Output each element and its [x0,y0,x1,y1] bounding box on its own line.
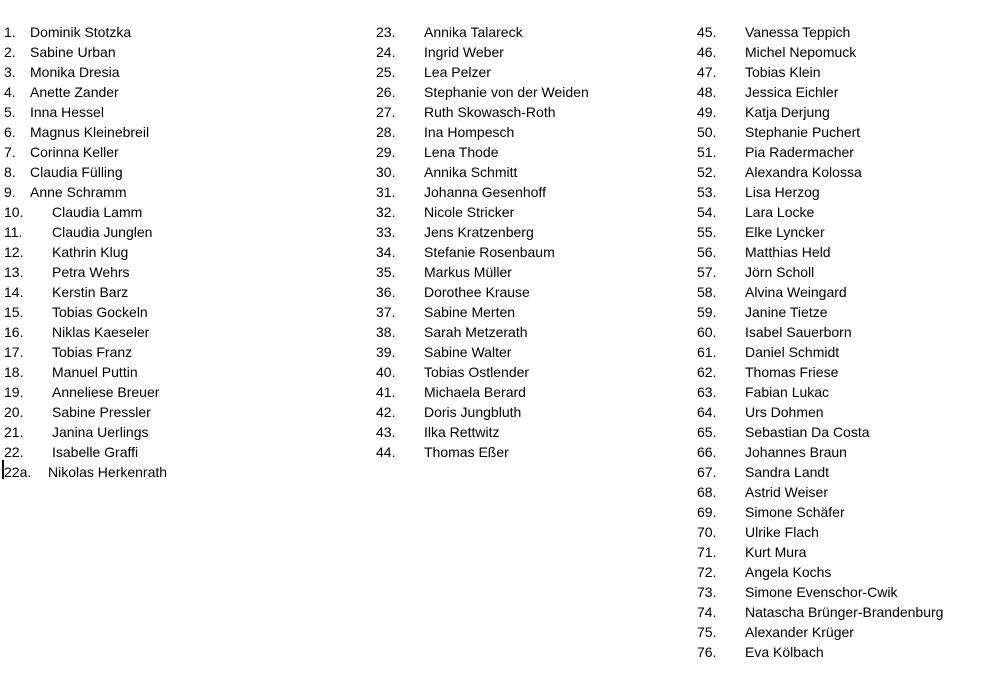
item-number: 32. [376,204,396,220]
item-number: 19. [4,384,24,400]
list-item [697,302,1007,322]
list-item [376,242,686,262]
item-number: 42. [376,404,396,420]
list-item [697,402,1007,422]
list-item [4,62,364,82]
item-name: Alexandra Kolossa [745,164,862,180]
item-name: Michaela Berard [424,384,526,400]
item-number: 8. [4,164,16,180]
item-number: 46. [697,44,717,60]
item-name: Nicole Stricker [424,204,515,220]
item-number: 15. [4,304,24,320]
item-name: Katja Derjung [745,104,830,120]
list-item [4,442,364,462]
item-name: Michel Nepomuck [745,44,857,60]
list-item [697,222,1007,242]
list-item [697,22,1007,42]
item-name: Markus Müller [424,264,512,280]
list-item [376,182,686,202]
item-name: Monika Dresia [30,64,120,80]
item-number: 66. [697,444,717,460]
item-number: 27. [376,104,396,120]
list-item [376,142,686,162]
item-number: 54. [697,204,717,220]
item-name: Ina Hompesch [424,124,515,140]
item-name: Tobias Klein [745,64,821,80]
item-name: Fabian Lukac [745,384,830,400]
item-number: 16. [4,324,24,340]
item-name: Kurt Mura [745,544,807,560]
list-item [697,642,1007,662]
item-number: 10. [4,204,24,220]
item-number: 22. [4,444,24,460]
list-item [697,342,1007,362]
item-number: 71. [697,544,717,560]
list-item [697,502,1007,522]
item-number: 22a. [4,464,32,480]
list-item [4,82,364,102]
item-number: 29. [376,144,396,160]
list-item [376,42,686,62]
item-name: Jens Kratzenberg [424,224,534,240]
list-item [4,422,364,442]
item-number: 3. [4,64,16,80]
item-name: Angela Kochs [745,564,832,580]
item-name: Dominik Stotzka [30,24,132,40]
list-item [697,562,1007,582]
item-number: 11. [4,224,23,240]
list-item [4,342,364,362]
item-number: 7. [4,144,16,160]
text-cursor[interactable] [2,460,4,479]
item-number: 1. [4,24,16,40]
list-item [697,202,1007,222]
list-item [697,102,1007,122]
item-number: 43. [376,424,396,440]
list-item [697,622,1007,642]
item-name: Astrid Weiser [745,484,828,500]
list-item [697,242,1007,262]
item-number: 59. [697,304,717,320]
item-number: 72. [697,564,717,580]
item-name: Lara Locke [745,204,815,220]
item-number: 44. [376,444,396,460]
item-number: 34. [376,244,396,260]
item-number: 63. [697,384,717,400]
item-name: Stefanie Rosenbaum [424,244,555,260]
item-number: 70. [697,524,717,540]
item-name: Manuel Puttin [52,364,138,380]
item-name: Inna Hessel [30,104,104,120]
item-number: 57. [697,264,717,280]
item-number: 20. [4,404,24,420]
item-number: 53. [697,184,717,200]
list-item [4,282,364,302]
item-number: 9. [4,184,16,200]
list-item [697,522,1007,542]
item-name: Eva Kölbach [745,644,824,660]
list-item [697,262,1007,282]
item-name: Lena Thode [424,144,499,160]
item-name: Alvina Weingard [745,284,847,300]
item-number: 67. [697,464,717,480]
item-name: Lisa Herzog [745,184,820,200]
item-number: 39. [376,344,396,360]
list-item [376,262,686,282]
item-name: Nikolas Herkenrath [48,464,168,480]
list-item [4,262,364,282]
list-item [4,222,364,242]
item-name: Pia Radermacher [745,144,854,160]
list-item [697,322,1007,342]
list-item [4,362,364,382]
item-name: Sebastian Da Costa [745,424,870,440]
list-item [376,362,686,382]
list-item [376,62,686,82]
item-name: Sarah Metzerath [424,324,528,340]
item-number: 12. [4,244,24,260]
item-name: Simone Evenschor-Cwik [745,584,898,600]
item-number: 68. [697,484,717,500]
item-number: 48. [697,84,717,100]
item-name: Johannes Braun [745,444,847,460]
item-name: Janine Tietze [745,304,828,320]
item-number: 55. [697,224,717,240]
item-number: 40. [376,364,396,380]
item-name: Simone Schäfer [745,504,845,520]
item-number: 4. [4,84,16,100]
item-number: 62. [697,364,717,380]
list-item [697,482,1007,502]
name-list-column-2 [376,22,686,462]
item-name: Anne Schramm [30,184,127,200]
item-name: Isabel Sauerborn [745,324,852,340]
item-number: 65. [697,424,717,440]
item-name: Claudia Junglen [52,224,153,240]
item-name: Daniel Schmidt [745,344,840,360]
item-name: Anneliese Breuer [52,384,160,400]
list-item [4,382,364,402]
list-item [4,242,364,262]
list-item [697,462,1007,482]
item-number: 69. [697,504,717,520]
list-item [376,302,686,322]
list-item [4,402,364,422]
item-name: Kerstin Barz [52,284,129,300]
list-item [697,382,1007,402]
list-item [4,462,364,482]
list-item [697,362,1007,382]
item-number: 21. [4,424,24,440]
item-name: Sabine Urban [30,44,116,60]
item-number: 61. [697,344,717,360]
item-name: Stephanie Puchert [745,124,861,140]
item-number: 30. [376,164,396,180]
list-item [697,542,1007,562]
list-item [376,322,686,342]
list-item [4,322,364,342]
list-item [376,442,686,462]
item-name: Thomas Eßer [424,444,509,460]
list-item [4,122,364,142]
item-number: 24. [376,44,396,60]
item-name: Alexander Krüger [745,624,854,640]
item-name: Anette Zander [30,84,119,100]
list-item [697,122,1007,142]
item-name: Ruth Skowasch-Roth [424,104,556,120]
list-item [4,162,364,182]
item-name: Thomas Friese [745,364,839,380]
item-name: Tobias Gockeln [52,304,148,320]
item-number: 56. [697,244,717,260]
list-item [4,142,364,162]
list-item [376,102,686,122]
item-number: 26. [376,84,396,100]
list-item [376,282,686,302]
item-name: Vanessa Teppich [745,24,851,40]
list-item [697,582,1007,602]
list-item [697,282,1007,302]
item-name: Annika Schmitt [424,164,518,180]
list-item [376,82,686,102]
name-list-column-1 [4,22,364,482]
item-number: 73. [697,584,717,600]
item-number: 50. [697,124,717,140]
item-number: 31. [376,184,396,200]
item-number: 14. [4,284,24,300]
item-name: Sabine Merten [424,304,516,320]
item-name: Annika Talareck [424,24,523,40]
list-item [4,202,364,222]
item-number: 37. [376,304,396,320]
list-item [697,82,1007,102]
item-name: Elke Lyncker [745,224,825,240]
item-name: Ulrike Flach [745,524,819,540]
list-item [376,382,686,402]
item-name: Lea Pelzer [424,64,491,80]
item-number: 45. [697,24,717,40]
item-number: 64. [697,404,717,420]
item-name: Jörn Scholl [745,264,815,280]
item-number: 60. [697,324,717,340]
list-item [376,422,686,442]
list-item [4,102,364,122]
item-number: 58. [697,284,717,300]
list-item [697,602,1007,622]
item-name: Claudia Lamm [52,204,143,220]
list-item [697,442,1007,462]
item-number: 17. [4,344,24,360]
item-name: Isabelle Graffi [52,444,139,460]
item-number: 13. [4,264,24,280]
item-name: Claudia Fülling [30,164,123,180]
list-item [376,162,686,182]
item-name: Stephanie von der Weiden [424,84,589,100]
list-item [376,222,686,242]
item-name: Natascha Brünger-Brandenburg [745,604,944,620]
item-number: 76. [697,644,717,660]
item-name: Corinna Keller [30,144,119,160]
list-item [697,182,1007,202]
item-name: Urs Dohmen [745,404,824,420]
list-item [376,402,686,422]
item-number: 18. [4,364,24,380]
item-name: Janina Uerlings [52,424,149,440]
item-number: 33. [376,224,396,240]
list-item [697,162,1007,182]
list-item [376,22,686,42]
list-item [4,42,364,62]
item-number: 6. [4,124,16,140]
item-number: 75. [697,624,717,640]
item-name: Sabine Walter [424,344,512,360]
item-number: 23. [376,24,396,40]
name-list-column-3 [697,22,1007,662]
item-number: 41. [376,384,396,400]
list-item [4,302,364,322]
item-number: 5. [4,104,16,120]
item-name: Sandra Landt [745,464,830,480]
item-number: 38. [376,324,396,340]
item-name: Ingrid Weber [424,44,504,60]
list-item [697,422,1007,442]
item-name: Matthias Held [745,244,831,260]
list-item [697,42,1007,62]
item-number: 52. [697,164,717,180]
list-item [4,182,364,202]
item-name: Doris Jungbluth [424,404,522,420]
item-number: 35. [376,264,396,280]
list-item [376,122,686,142]
item-number: 49. [697,104,717,120]
item-name: Magnus Kleinebreil [30,124,150,140]
item-name: Jessica Eichler [745,84,839,100]
list-item [4,22,364,42]
item-name: Niklas Kaeseler [52,324,150,340]
item-name: Kathrin Klug [52,244,129,260]
item-number: 36. [376,284,396,300]
item-number: 2. [4,44,16,60]
item-number: 47. [697,64,717,80]
item-name: Tobias Ostlender [424,364,530,380]
item-name: Dorothee Krause [424,284,530,300]
item-number: 51. [697,144,717,160]
item-name: Johanna Gesenhoff [424,184,546,200]
item-name: Petra Wehrs [52,264,130,280]
item-name: Ilka Rettwitz [424,424,500,440]
list-item [697,142,1007,162]
item-number: 74. [697,604,717,620]
list-item [376,202,686,222]
list-item [376,342,686,362]
list-item [697,62,1007,82]
item-name: Tobias Franz [52,344,133,360]
item-number: 25. [376,64,396,80]
item-name: Sabine Pressler [52,404,151,420]
item-number: 28. [376,124,396,140]
